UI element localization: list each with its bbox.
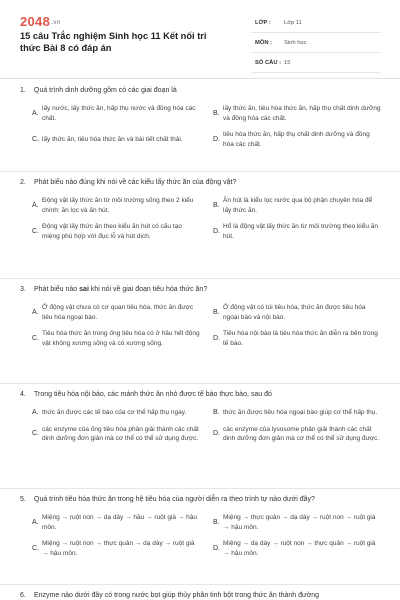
options (20, 408, 382, 444)
option-b[interactable] (213, 513, 382, 532)
option-text: Tiêu hóa thức ăn trong ống tiêu hóa có ở hầu hết động vật không xương sống và có xương sống. (42, 330, 200, 347)
option-letter: C. (32, 227, 39, 235)
info-row-count (251, 56, 381, 73)
option-text: Ăn hút là kiểu lọc nước qua bộ phận chuyên hóa để lấy thức ăn. (223, 197, 373, 214)
option-text: Miệng → ruột non → dạ dày → hầu → ruột già → hậu môn. (42, 514, 198, 531)
info-value: Sinh học (284, 40, 307, 46)
option-a[interactable] (32, 513, 201, 532)
option-letter: D. (213, 227, 220, 235)
options (20, 513, 382, 558)
option-text: lấy thức ăn, tiêu hóa thức ăn và bài tiết chất thải. (42, 135, 183, 143)
option-letter: D. (213, 135, 220, 143)
question-text: Quá trình tiêu hóa thức ăn trong hệ tiêu hóa của người diễn ra theo trình tự nào dưới đây? (34, 496, 315, 503)
option-text: Miệng → thực quản → dạ dày → ruột non → ruột già → hậu môn. (223, 514, 376, 531)
option-text: thức ăn được tiêu hóa ngoại bào giúp cơ thể hấp thụ. (223, 409, 378, 416)
info-value: Lớp 11 (284, 20, 302, 26)
option-text: thức ăn được các tế bào của cơ thể hấp thụ ngay. (42, 409, 187, 416)
option-a[interactable] (32, 104, 201, 123)
option-text: lấy thức ăn, tiêu hóa thức ăn, hấp thụ chất dinh dưỡng và đồng hóa các chất. (223, 105, 381, 122)
option-letter: B. (213, 308, 220, 316)
question-number: 4. (20, 391, 26, 398)
question-text-emphasis: sai (79, 286, 89, 293)
question-2 (20, 172, 382, 241)
option-text: Miệng → ruột non → thực quản → dạ dày → ruột già → hậu môn. (42, 540, 195, 557)
question-4 (20, 384, 382, 444)
question-6 (20, 585, 382, 600)
option-text: Động vật lấy thức ăn theo kiểu ăn hút có cấu tạo miệng phù hợp với đục lỗ và hút dịch. (42, 223, 182, 240)
question-stem (20, 86, 382, 95)
option-letter: A. (32, 109, 39, 117)
question-number: 6. (20, 592, 26, 599)
option-b[interactable] (213, 196, 382, 215)
option-a[interactable] (32, 196, 201, 215)
question-stem (20, 390, 382, 399)
option-text: Hổ là động vật lấy thức ăn từ môi trường theo kiểu ăn hút. (223, 223, 378, 240)
option-d[interactable] (213, 222, 382, 241)
option-b[interactable] (213, 104, 382, 123)
option-letter: D. (213, 334, 220, 342)
option-c[interactable] (32, 222, 201, 241)
question-number: 2. (20, 179, 26, 186)
option-letter: D. (213, 430, 220, 438)
question-text-post: khi nói về giai đoạn tiêu hóa thức ăn? (88, 286, 208, 293)
option-text: Tiêu hóa nội bào là tiêu hóa thức ăn diễn ra bên trong tế bào. (223, 330, 378, 347)
question-text-pre: Phát biểu nào (34, 286, 80, 293)
option-b[interactable] (213, 408, 382, 418)
page-title: 15 câu Trắc nghiệm Sinh học 11 Kết nối tri thức Bài 8 có đáp án (20, 31, 207, 53)
option-a[interactable] (32, 408, 201, 418)
option-letter: A. (32, 308, 39, 316)
option-d[interactable] (213, 539, 382, 558)
page-header (0, 0, 400, 79)
options (20, 303, 382, 348)
question-stem (20, 285, 382, 294)
option-letter: D. (213, 544, 220, 552)
option-letter: C. (32, 544, 39, 552)
option-letter: B. (213, 518, 220, 526)
option-text: lấy nước, lấy thức ăn, hấp thụ nước và đồng hóa các chất. (42, 105, 196, 122)
option-text: Động vật lấy thức ăn từ môi trường sống theo 2 kiểu chính: ăn lọc và ăn hút. (42, 197, 194, 214)
question-stem (20, 591, 382, 600)
option-text: tiêu hóa thức ăn, hấp thụ chất dinh dưỡng và đồng hóa các chất. (223, 131, 370, 148)
option-text: các enzyme của lysosome phân giải thành các chất dinh dưỡng đơn giản mà cơ thể có thể sử dụng được. (223, 425, 380, 442)
question-text: Quá trình dinh dưỡng gồm có các giai đoạn là (34, 87, 177, 94)
option-letter: C. (32, 334, 39, 342)
option-letter: C. (32, 135, 39, 143)
info-label: MÔN : (255, 40, 273, 46)
question-stem (20, 495, 382, 504)
question-number: 1. (20, 87, 26, 94)
option-c[interactable] (32, 329, 201, 348)
question-5 (20, 489, 382, 558)
option-text: Miệng → dạ dày → ruột non → thực quản → ruột già → hậu môn. (223, 540, 376, 557)
option-d[interactable] (213, 425, 382, 444)
option-text: Ở động vật chưa có cơ quan tiêu hóa, thức ăn được tiêu hóa ngoại bào. (42, 304, 194, 321)
option-d[interactable] (213, 329, 382, 348)
option-letter: A. (32, 201, 39, 209)
question-number: 3. (20, 286, 26, 293)
option-letter: A. (32, 518, 39, 526)
question-stem (20, 178, 382, 187)
info-row-class (251, 16, 381, 33)
info-panel (251, 16, 381, 76)
site-logo[interactable] (20, 14, 61, 29)
option-text: Ở động vật có túi tiêu hóa, thức ăn được tiêu hóa ngoại bào và nội bào. (223, 304, 366, 321)
question-text: Phát biểu nào đúng khi nói về các kiểu lấy thức ăn của động vật? (34, 179, 237, 186)
logo-text: 2048 (20, 14, 51, 29)
option-a[interactable] (32, 303, 201, 322)
info-label: LỚP : (255, 20, 271, 26)
options (20, 104, 382, 149)
option-letter: C. (32, 430, 39, 438)
options (20, 196, 382, 241)
option-letter: B. (213, 409, 220, 416)
option-c[interactable] (32, 539, 201, 558)
option-b[interactable] (213, 303, 382, 322)
question-3 (20, 279, 382, 348)
option-c[interactable] (32, 425, 201, 444)
option-letter: B. (213, 109, 220, 117)
info-label: SỐ CÂU : (255, 60, 282, 66)
logo-tld: .vn (51, 19, 61, 26)
question-text: Trong tiêu hóa nội bào, các mảnh thức ăn nhỏ được tế bào thực bào, sau đó (34, 391, 272, 398)
option-text: các enzyme của ống tiêu hóa phân giải thành các chất dinh dưỡng đơn giản mà cơ thể có thể sử dụng được. (42, 425, 199, 442)
option-c[interactable] (32, 130, 201, 149)
option-letter: B. (213, 201, 220, 209)
question-number: 5. (20, 496, 26, 503)
info-row-subject (251, 36, 381, 53)
question-text: Enzyme nào dưới đây có trong nước bọt giúp thủy phân tinh bột trong thức ăn thành đường (34, 592, 320, 599)
option-letter: A. (32, 409, 39, 416)
option-d[interactable] (213, 130, 382, 149)
info-value: 15 (284, 60, 291, 66)
question-1 (20, 80, 382, 149)
